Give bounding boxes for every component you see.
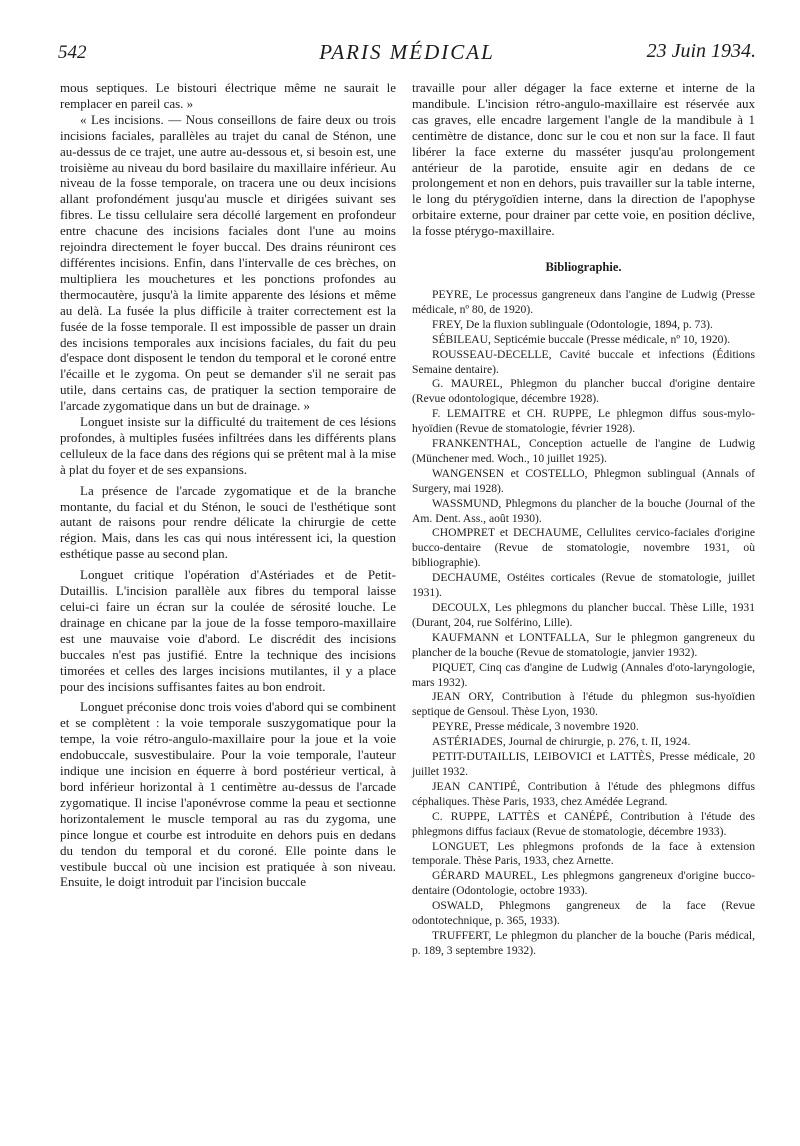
paragraph: Longuet insiste sur la difficulté du traitement de ces lésions profondes, à multiples fusées infiltrées dans les différents plans celluleux de la face dans des régions qui se prêtent mal à la mise à plat du foyer et de ses expansions. [60, 414, 396, 477]
bibliography-entry: OSWALD, Phlegmons gangreneux de la face (Revue odontotechnique, p. 365, 1933). [412, 899, 755, 928]
bibliography-entry: KAUFMANN et LONTFALLA, Sur le phlegmon gangreneux du plancher de la bouche (Revue de stomatologie, janvier 1932). [412, 630, 755, 659]
issue-date: 23 Juin 1934. [646, 40, 756, 62]
bibliography-entry: SÉBILEAU, Septicémie buccale (Presse médicale, nº 10, 1920). [432, 332, 731, 346]
bibliography-heading: Bibliographie. [545, 260, 622, 275]
right-column [412, 80, 755, 959]
bibliography-entry: TRUFFERT, Le phlegmon du plancher de la bouche (Paris médical, p. 189, 3 septembre 1932). [412, 928, 755, 957]
bibliography-entry: PETIT-DUTAILLIS, LEIBOVICI et LATTÈS, Presse médicale, 20 juillet 1932. [412, 750, 755, 778]
journal-title: PARIS MÉDICAL [319, 40, 495, 64]
running-header [58, 40, 756, 68]
paragraph: La présence de l'arcade zygomatique et de la branche montante, du facial et du Sténon, le souci de l'esthétique sont autant de raisons pour rendre délicate la chirurgie de cette région. Mais, dans les cas qui nous intéressent ici, la question esthétique passe au second plan. [60, 482, 396, 562]
bibliography-list [412, 288, 755, 959]
bibliography-entry: JEAN ORY, Contribution à l'étude du phlegmon sus-hyoïdien septique de Gensoul. Thèse Lyon, 1930. [412, 690, 755, 719]
bibliography-entry: PEYRE, Le processus gangreneux dans l'angine de Ludwig (Presse médicale, nº 80, de 1920). [412, 287, 755, 316]
paragraph: travaille pour aller dégager la face externe et interne de la mandibule. L'incision rétro-angulo-maxillaire est réservée aux cas graves, elle encadre largement l'angle de la mandibule à 1 centimètre de distance, donc sur le cou et non sur la face. Il faut libérer la face externe du masséter jusqu'au prolongement antérieur de la parotide, ensuite agir en dedans de ce prolongement et non en dehors, puis travailler sur la table interne, le long du ptérygoïdien interne, dans la direction de l'apophyse orbitaire externe, pour drainer par cette voie, en position déclive, la fosse ptérygo-maxillaire. [412, 80, 755, 239]
bibliography-entry: FREY, De la fluxion sublinguale (Odontologie, 1894, p. 73). [432, 317, 713, 331]
bibliography-entry: DECOULX, Les phlegmons du plancher buccal. Thèse Lille, 1931 (Durant, 204, rue Solférino, Lille). [412, 601, 755, 629]
bibliography-entry: PEYRE, Presse médicale, 3 novembre 1920. [432, 720, 639, 734]
bibliography-entry: ROUSSEAU-DECELLE, Cavité buccale et infections (Éditions Semaine dentaire). [412, 347, 755, 376]
bibliography-entry: GÉRARD MAUREL, Les phlegmons gangreneux d'origine bucco-dentaire (Odontologie, octobre 1933). [412, 869, 755, 898]
bibliography-entry: FRANKENTHAL, Conception actuelle de l'angine de Ludwig (Münchener med. Woch., 10 juillet 1925). [412, 437, 755, 465]
bibliography-entry: C. RUPPE, LATTÈS et CANÉPÉ, Contribution à l'étude des phlegmons diffus faciaux (Revue de stomatologie, décembre 1933). [412, 809, 755, 838]
paragraph: mous septiques. Le bistouri électrique même ne saurait le remplacer en pareil cas. » [60, 80, 396, 111]
paragraph: Longuet préconise donc trois voies d'abord qui se combinent et se complètent : la voie temporale suszygomatique pour la tempe, la voie rétro-angulo-maxillaire pour la joue et la voie endobuccale, susvestibulaire. Pour la voie temporale, l'auteur indique une incision en équerre à bord postérieur vertical, à bord inférieur horizontal à 1 centimètre au-dessus de l'arcade zygomatique. Il incise l'aponévrose comme la peau et sectionne horizontalement le muscle temporal au ras du zygoma, une pince longue et courbe est introduite en dehors puis en dedans du tendon du temporal et du coroné. Elle pointe dans le vestibule buccal où une incision est pratiquée à son niveau. Ensuite, le doigt introduit par l'incision buccale [60, 699, 396, 890]
left-column [60, 80, 396, 890]
bibliography-entry: LONGUET, Les phlegmons profonds de la face à extension temporale. Thèse Paris, 1933, chez Arnette. [412, 839, 755, 868]
page-number: 542 [58, 42, 87, 63]
bibliography-entry: F. LEMAITRE et CH. RUPPE, Le phlegmon diffus sous-mylo-hyoïdien (Revue de stomatologie, février 1928). [412, 407, 755, 436]
bibliography-entry: JEAN CANTIPÉ, Contribution à l'étude des phlegmons diffus céphaliques. Thèse Paris, 1933, chez Amédée Legrand. [412, 779, 755, 808]
bibliography-entry: ASTÉRIADES, Journal de chirurgie, p. 276, t. II, 1924. [432, 735, 691, 749]
bibliography-entry: DECHAUME, Ostéites corticales (Revue de stomatologie, juillet 1931). [412, 571, 755, 600]
bibliography-entry: WANGENSEN et COSTELLO, Phlegmon sublingual (Annals of Surgery, mai 1928). [412, 466, 755, 495]
paragraph: « Les incisions. — Nous conseillons de faire deux ou trois incisions faciales, parallèles au trajet du canal de Sténon, une au-dessus de ce trajet, une autre au-dessous et, si besoin est, une troisième au niveau du bord basilaire du maxillaire inférieur. Au niveau de la fosse temporale, on tracera une ou deux incisions allant profondément jusqu'au muscle et dirigées suivant ses fibres. Le tissu cellulaire sera décollé largement en profondeur entre chacune des incisions faciales dont l'une au moins rejoindra directement le foyer buccal. Des drains réuniront ces différentes incisions. Enfin, dans l'intervalle de ces brèches, on multipliera les mouchetures et les ponctions profondes au thermocautère, jusqu'à la limite apparente des lésions et même au delà. La fusée la plus difficile à traiter correctement est la fusée de la fosse temporale. Il est impossible de passer un drain des incisions temporales aux incisions faciales, du fait du peu d'espace dont disposent le tendon du temporal et le coroné entre l'écaille et le zygoma. On peut se demander s'il ne serait pas utile, dans certains cas, de pratiquer la section temporaire de l'arcade zygomatique dans un but de drainage. » [60, 111, 396, 414]
bibliography-entry: CHOMPRET et DECHAUME, Cellulites cervico-faciales d'origine bucco-dentaire (Revue de stomatologie, novembre 1931, où bibliographie). [412, 526, 755, 570]
bibliography-entry: WASSMUND, Phlegmons du plancher de la bouche (Journal of the Am. Dent. Ass., août 1930). [412, 496, 755, 525]
bibliography-entry: G. MAUREL, Phlegmon du plancher buccal d'origine dentaire (Revue odontologique, décembre 1928). [412, 377, 755, 406]
paragraph: Longuet critique l'opération d'Astériades et de Petit-Dutaillis. L'incision parallèle aux fibres du temporal laisse celui-ci faire un écran sur la coulée de sérosité louche. Le drainage en chicane par la joue de la fosse temporo-maxillaire est une mauvaise voie d'abord. Le discrédit des incisions buccales n'est pas justifié. Entre la technique des incisions timorées et celles des larges incisions mutilantes, il y a place pour des incisions suffisantes faites au bon endroit. [60, 567, 396, 694]
bibliography-entry: PIQUET, Cinq cas d'angine de Ludwig (Annales d'oto-laryngologie, mars 1932). [412, 660, 755, 689]
